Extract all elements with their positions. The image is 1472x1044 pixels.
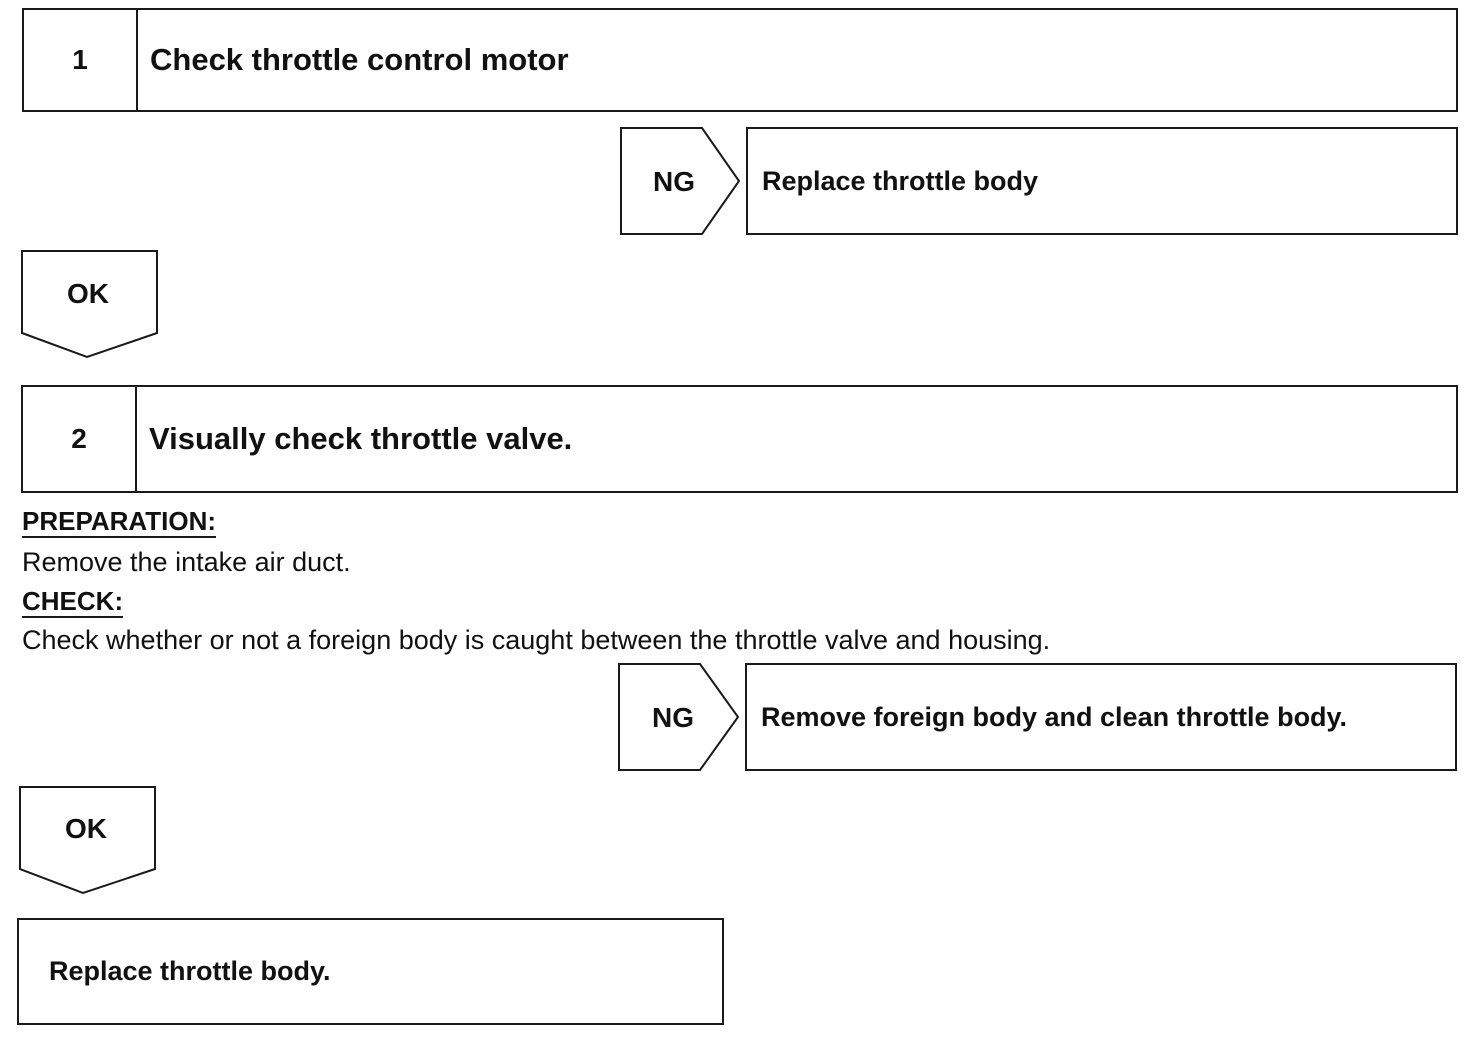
final-action: Replace throttle body. — [49, 956, 331, 986]
step-1-ng-action: Replace throttle body — [762, 165, 1039, 196]
step-2-header — [21, 385, 1458, 493]
step-1-ng-label: NG — [653, 166, 695, 197]
step-1-ok-label: OK — [67, 278, 109, 309]
check-text: Check whether or not a foreign body is caught between the throttle valve and housing. — [22, 625, 1051, 655]
step-1-header — [22, 8, 1458, 112]
step-2-ng-action-box — [745, 663, 1457, 771]
step-2-title: Visually check throttle valve. — [149, 421, 573, 456]
step-1-number: 1 — [24, 10, 138, 110]
step-2-number: 2 — [23, 387, 137, 491]
step-1-ng-action-box — [746, 127, 1458, 235]
step-2-ok-label: OK — [65, 813, 107, 844]
step-2-ng-label: NG — [652, 702, 694, 733]
preparation-heading: PREPARATION: — [22, 506, 217, 536]
step-1-title: Check throttle control motor — [150, 42, 569, 77]
preparation-text: Remove the intake air duct. — [22, 547, 351, 577]
check-heading: CHECK: — [22, 586, 124, 616]
step-2-ng-action: Remove foreign body and clean throttle body. — [761, 701, 1348, 732]
final-action-box — [17, 918, 724, 1025]
